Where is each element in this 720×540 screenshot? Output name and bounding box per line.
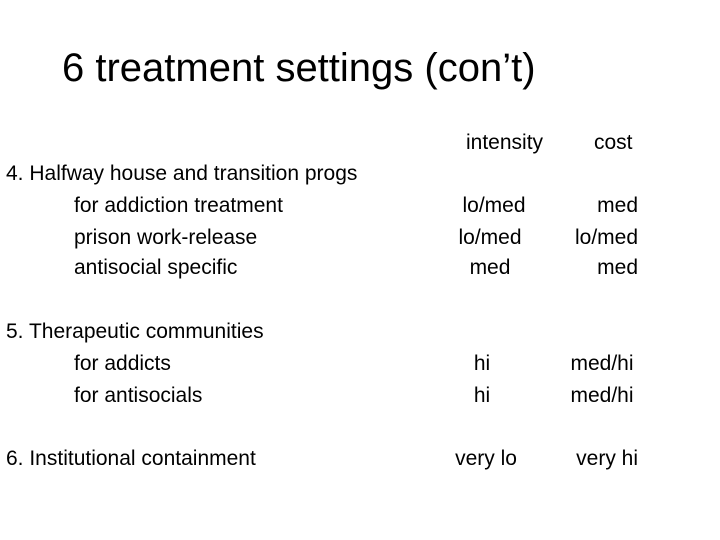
row-label: antisocial specific bbox=[74, 256, 238, 279]
row-cost: med bbox=[597, 194, 638, 217]
row-intensity: lo/med bbox=[462, 194, 526, 217]
slide-title: 6 treatment settings (con’t) bbox=[62, 46, 536, 90]
row-intensity: lo/med bbox=[458, 226, 522, 249]
section-heading: 4. Halfway house and transition progs bbox=[6, 162, 358, 185]
row-intensity: hi bbox=[473, 384, 491, 407]
row-label: prison work-release bbox=[74, 226, 258, 249]
row-label: for addiction treatment bbox=[74, 194, 283, 217]
row-cost: med/hi bbox=[570, 352, 634, 375]
row-label: for addicts bbox=[74, 352, 171, 375]
row-cost: very hi bbox=[576, 447, 638, 470]
row-intensity: very lo bbox=[455, 447, 517, 470]
row-label: for antisocials bbox=[74, 384, 203, 407]
row-cost: med bbox=[597, 256, 638, 279]
column-header-intensity: intensity bbox=[466, 131, 544, 154]
row-cost: lo/med bbox=[574, 226, 638, 249]
column-header-cost: cost bbox=[594, 131, 633, 154]
section-heading: 6. Institutional containment bbox=[6, 447, 256, 470]
row-intensity: med bbox=[469, 256, 511, 279]
row-cost: med/hi bbox=[570, 384, 634, 407]
row-intensity: hi bbox=[473, 352, 491, 375]
section-heading: 5. Therapeutic communities bbox=[6, 320, 264, 343]
